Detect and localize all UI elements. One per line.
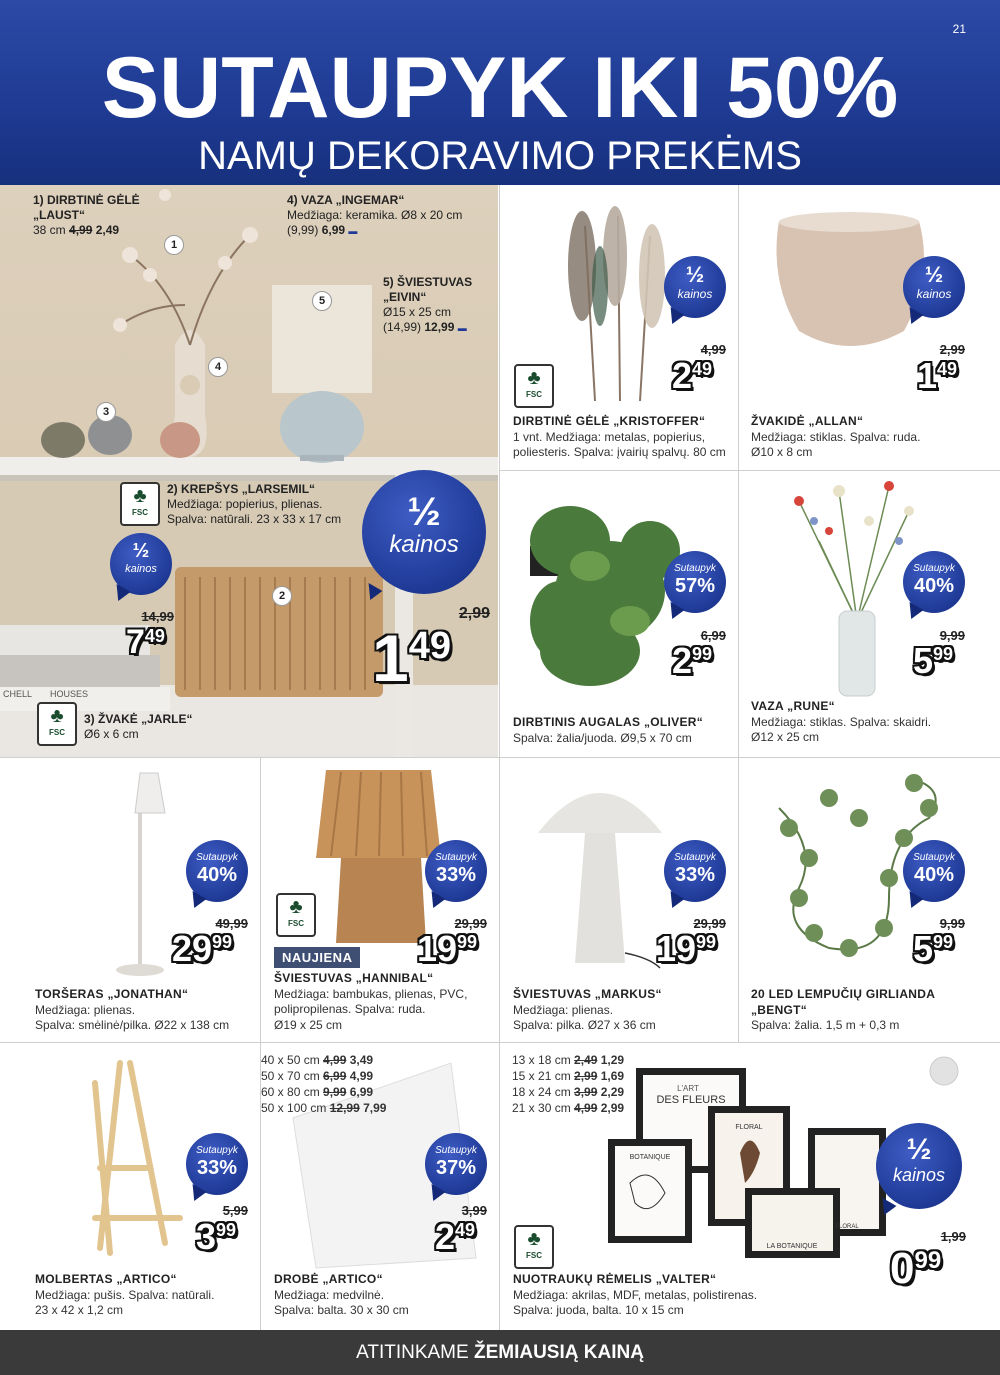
badge-top: Sutaupyk (674, 563, 716, 574)
price-int: 1 (917, 355, 938, 396)
marker-3: 3 (96, 402, 116, 422)
badge-bottom: 33% (435, 864, 477, 886)
eivin-old-price: (14,99) (383, 320, 422, 334)
old-price: 9,99 (939, 916, 965, 931)
fsc-logo: ♣ FSC (276, 893, 316, 937)
product-jonathan (0, 758, 260, 1042)
laust-name2: „LAUST“ (33, 208, 85, 222)
callout-jarle (84, 712, 244, 742)
product-desc: Spalva: smėlinė/pilka. Ø22 x 138 cm (35, 1018, 230, 1032)
product-desc: Medžiaga: medvilnė. (274, 1288, 385, 1302)
discount-badge (903, 551, 965, 613)
price (913, 640, 954, 681)
price-dec: 99 (692, 644, 713, 664)
product-desc: poliesteris. Spalva: įvairių spalvų. 80 cm (513, 445, 726, 459)
half-price-badge-big (362, 470, 486, 594)
fsc-logo: ♣ FSC (514, 1225, 554, 1269)
price-dec: 99 (457, 932, 478, 952)
product-desc: Medžiaga: bambukas, plienas, PVC, (274, 987, 468, 1001)
svg-text:FLORAL: FLORAL (735, 1124, 763, 1131)
product-valter (500, 1043, 1000, 1330)
price-dec: 99 (216, 1220, 237, 1240)
old-price: 3,99 (461, 1203, 487, 1218)
discount-badge (664, 840, 726, 902)
price (672, 355, 713, 396)
size-row: 50 x 70 cm 6,99 4,99 (261, 1069, 374, 1083)
product-name: DIRBTINĖ GĖLĖ „KRISTOFFER“ (513, 414, 706, 428)
product-markus (500, 758, 738, 1042)
tree-icon: ♣ (527, 367, 541, 389)
tree-icon: ♣ (527, 1228, 541, 1250)
old-price: 29,99 (693, 916, 726, 931)
callout-eivin (383, 275, 493, 336)
svg-text:LA BOTANIQUE: LA BOTANIQUE (766, 1243, 818, 1250)
ingemar-name: 4) VAZA „INGEMAR“ (287, 193, 405, 207)
product-rune (739, 471, 1000, 757)
product-oliver (500, 471, 738, 757)
price-dec: 49 (408, 625, 451, 667)
callout-laust (33, 193, 163, 238)
product-desc: Medžiaga: stiklas. Spalva: ruda. (751, 430, 921, 444)
product-name: DROBĖ „ARTICO“ (274, 1272, 383, 1286)
product-desc: Medžiaga: pušis. Spalva: natūrali. (35, 1288, 215, 1302)
header-banner (0, 0, 1000, 185)
footer-text-bold: ŽEMIAUSIĄ KAINĄ (473, 1342, 644, 1363)
new-tag: NAUJIENA (274, 947, 360, 968)
product-name: „BENGT“ (751, 1003, 808, 1017)
old-price: 9,99 (939, 628, 965, 643)
product-name: ŠVIESTUVAS „MARKUS“ (513, 987, 662, 1001)
badge-bottom: 40% (913, 575, 955, 597)
price-int: 2 (672, 355, 693, 396)
badge-top: Sutaupyk (913, 563, 955, 574)
discount-badge (876, 1123, 962, 1209)
jarle-name: 3) ŽVAKĖ „JARLE“ (84, 712, 193, 726)
footer-text: ATITINKAME (356, 1342, 474, 1363)
price-int: 5 (913, 640, 934, 681)
eivin-price: 12,99 (424, 320, 455, 334)
product-name: MOLBERTAS „ARTICO“ (35, 1272, 177, 1286)
price (172, 928, 233, 969)
price-dec: 49 (455, 1220, 476, 1240)
badge-bottom: 33% (674, 864, 716, 886)
product-name: ŽVAKIDĖ „ALLAN“ (751, 414, 864, 428)
fsc-logo: ♣ FSC (514, 364, 554, 408)
feature-photo (0, 185, 498, 757)
price (917, 355, 958, 396)
product-desc: Spalva: juoda, balta. 10 x 15 cm (513, 1303, 684, 1317)
price-dec: 49 (692, 359, 713, 379)
discount-badge (903, 840, 965, 902)
product-artico-canvas (261, 1043, 499, 1330)
discount-badge (425, 1133, 487, 1195)
subheadline: NAMŲ DEKORAVIMO PREKĖMS (198, 134, 802, 178)
badge-half: ½ (407, 490, 441, 534)
badge-top: Sutaupyk (435, 1145, 477, 1156)
product-desc: Ø10 x 8 cm (751, 445, 813, 459)
size-row: 13 x 18 cm 2,49 1,29 (512, 1053, 625, 1067)
product-desc: Ø19 x 25 cm (274, 1018, 343, 1032)
price-dec: 49 (144, 626, 165, 646)
price-dec: 99 (696, 932, 717, 952)
price (672, 640, 713, 681)
product-name: 20 LED LEMPUČIŲ GIRLIANDA (751, 987, 936, 1001)
size-row: 21 x 30 cm 4,99 2,99 (512, 1101, 625, 1115)
product-desc: Spalva: žalia. 1,5 m + 0,3 m (751, 1018, 900, 1032)
card-icon: ▬ (348, 226, 358, 236)
product-name: VAZA „RUNE“ (751, 699, 835, 713)
product-desc: 1 vnt. Medžiaga: metalas, popierius, (513, 430, 706, 444)
price (656, 928, 717, 969)
larsemil-desc1: Medžiaga: popierius, plienas. (167, 497, 323, 511)
fsc-logo: ♣ FSC (120, 482, 160, 526)
laust-size: 38 cm (33, 223, 66, 237)
old-price: 4,99 (700, 342, 726, 357)
price-int: 3 (196, 1216, 217, 1257)
badge-bottom: 40% (913, 864, 955, 886)
marker-5: 5 (312, 291, 332, 311)
badge-top: Sutaupyk (196, 852, 238, 863)
headline: SUTAUPYK IKI 50% (101, 40, 899, 136)
callout-ingemar (287, 193, 487, 239)
product-name: DIRBTINIS AUGALAS „OLIVER“ (513, 715, 704, 729)
svg-text:HOUSES: HOUSES (50, 689, 89, 699)
badge-top: Sutaupyk (913, 852, 955, 863)
footer-banner (0, 1330, 1000, 1375)
price-int: 19 (656, 928, 697, 969)
product-desc: polipropilenas. Spalva: ruda. (274, 1002, 426, 1016)
product-allan (739, 186, 1000, 470)
product-desc: Spalva: balta. 30 x 30 cm (274, 1303, 409, 1317)
discount-badge (186, 840, 248, 902)
old-price: 29,99 (454, 916, 487, 931)
jarle-size: Ø6 x 6 cm (84, 727, 139, 741)
laust-name: 1) DIRBTINĖ GĖLĖ (33, 193, 140, 207)
product-desc: Medžiaga: stiklas. Spalva: skaidri. (751, 715, 932, 729)
price-int: 2 (435, 1216, 456, 1257)
size-row: 40 x 50 cm 4,99 3,49 (261, 1053, 374, 1067)
svg-text:L'ART: L'ART (677, 1084, 699, 1093)
product-desc: 23 x 42 x 1,2 cm (35, 1303, 124, 1317)
card-icon: ▬ (457, 323, 467, 333)
badge-bottom: 33% (196, 1157, 238, 1179)
basket-old-price: 14,99 (141, 609, 174, 624)
old-price: 6,99 (700, 628, 726, 643)
product-hannibal (261, 758, 499, 1042)
half-price-badge-small (110, 533, 172, 595)
price-dec: 49 (937, 359, 958, 379)
discount-badge (903, 256, 965, 318)
price-int: 1 (372, 621, 409, 695)
svg-text:FLORAL: FLORAL (835, 1224, 859, 1230)
product-name: NUOTRAUKŲ RĖMELIS „VALTER“ (513, 1272, 717, 1286)
fsc-logo: ♣ FSC (37, 702, 77, 746)
price-int: 0 (890, 1244, 915, 1293)
ingemar-price: 6,99 (321, 223, 346, 237)
badge-bottom: 40% (196, 864, 238, 886)
price (913, 928, 954, 969)
product-desc: Spalva: pilka. Ø27 x 36 cm (513, 1018, 656, 1032)
callout-larsemil (167, 482, 387, 527)
price-dec: 99 (212, 932, 233, 952)
price-int: 7 (126, 623, 145, 661)
product-desc: Medžiaga: akrilas, MDF, metalas, polistirenas. (513, 1288, 758, 1302)
price-dec: 99 (933, 932, 954, 952)
ingemar-old-price: (9,99) (287, 223, 319, 237)
product-kristoffer (500, 186, 738, 470)
product-desc: Spalva: žalia/juoda. Ø9,5 x 70 cm (513, 731, 692, 745)
candle-price (372, 621, 451, 695)
marker-1: 1 (164, 235, 184, 255)
size-row: 18 x 24 cm 3,99 2,29 (512, 1085, 625, 1099)
discount-badge (664, 551, 726, 613)
tree-icon: ♣ (133, 485, 147, 507)
old-price: 49,99 (215, 916, 248, 931)
badge-kainos: kainos (389, 531, 459, 558)
size-row: 15 x 21 cm 2,99 1,69 (512, 1069, 625, 1083)
badge-half: ½ (132, 540, 150, 562)
frame-sizes-list (512, 1052, 712, 1116)
badge-top: Sutaupyk (435, 852, 477, 863)
product-name: ŠVIESTUVAS „HANNIBAL“ (274, 971, 434, 985)
product-artico-easel (0, 1043, 260, 1330)
price-int: 29 (172, 928, 213, 969)
page-number: 21 (952, 22, 966, 36)
svg-text:DES FLEURS: DES FLEURS (656, 1094, 726, 1106)
larsemil-name: 2) KREPŠYS „LARSEMIL“ (167, 482, 316, 496)
laust-old-price: 4,99 (69, 223, 93, 237)
eivin-name2: „EIVIN“ (383, 290, 427, 304)
eivin-size: Ø15 x 25 cm (383, 305, 452, 319)
larsemil-desc2: Spalva: natūrali. 23 x 33 x 17 cm (167, 512, 342, 526)
old-price: 1,99 (940, 1229, 966, 1244)
svg-text:BOTANIQUE: BOTANIQUE (629, 1154, 671, 1161)
discount-badge (186, 1133, 248, 1195)
product-desc: Medžiaga: plienas. (35, 1003, 136, 1017)
candle-old-price: 2,99 (458, 605, 490, 622)
tree-icon: ♣ (50, 705, 64, 727)
product-bengt (739, 758, 1000, 1042)
badge-bottom: 37% (435, 1157, 477, 1179)
marker-2: 2 (272, 586, 292, 606)
badge-bottom: kainos (916, 287, 952, 301)
ingemar-desc: Medžiaga: keramika. Ø8 x 20 cm (287, 208, 463, 222)
price-dec: 99 (933, 644, 954, 664)
canvas-sizes-list (261, 1052, 461, 1116)
old-price: 2,99 (939, 342, 965, 357)
product-desc: Medžiaga: plienas. (513, 1003, 614, 1017)
discount-badge (425, 840, 487, 902)
badge-kainos: kainos (125, 563, 157, 575)
badge-top: ½ (924, 262, 944, 287)
badge-top: Sutaupyk (674, 852, 716, 863)
badge-top: ½ (685, 262, 705, 287)
price-int: 19 (417, 928, 458, 969)
badge-bottom: kainos (677, 287, 713, 301)
laust-price: 2,49 (95, 223, 120, 237)
price (417, 928, 478, 969)
badge-bottom: kainos (892, 1165, 946, 1185)
marker-4: 4 (208, 357, 228, 377)
badge-bottom: 57% (674, 575, 716, 597)
old-price: 5,99 (222, 1203, 248, 1218)
price-int: 5 (913, 928, 934, 969)
badge-top: ½ (906, 1133, 932, 1166)
discount-badge (664, 256, 726, 318)
size-row: 60 x 80 cm 9,99 6,99 (261, 1085, 374, 1099)
product-desc: Ø12 x 25 cm (751, 730, 820, 744)
eivin-name: 5) ŠVIESTUVAS (383, 275, 473, 289)
basket-price (126, 625, 165, 659)
price (890, 1244, 942, 1293)
svg-text:CHELL: CHELL (3, 689, 33, 699)
badge-top: Sutaupyk (196, 1145, 238, 1156)
product-name: TORŠERAS „JONATHAN“ (35, 987, 189, 1001)
price-int: 2 (672, 640, 693, 681)
tree-icon: ♣ (289, 896, 303, 918)
price (435, 1216, 476, 1257)
price (196, 1216, 237, 1257)
size-row: 50 x 100 cm 12,99 7,99 (261, 1101, 387, 1115)
price-dec: 99 (914, 1247, 942, 1274)
